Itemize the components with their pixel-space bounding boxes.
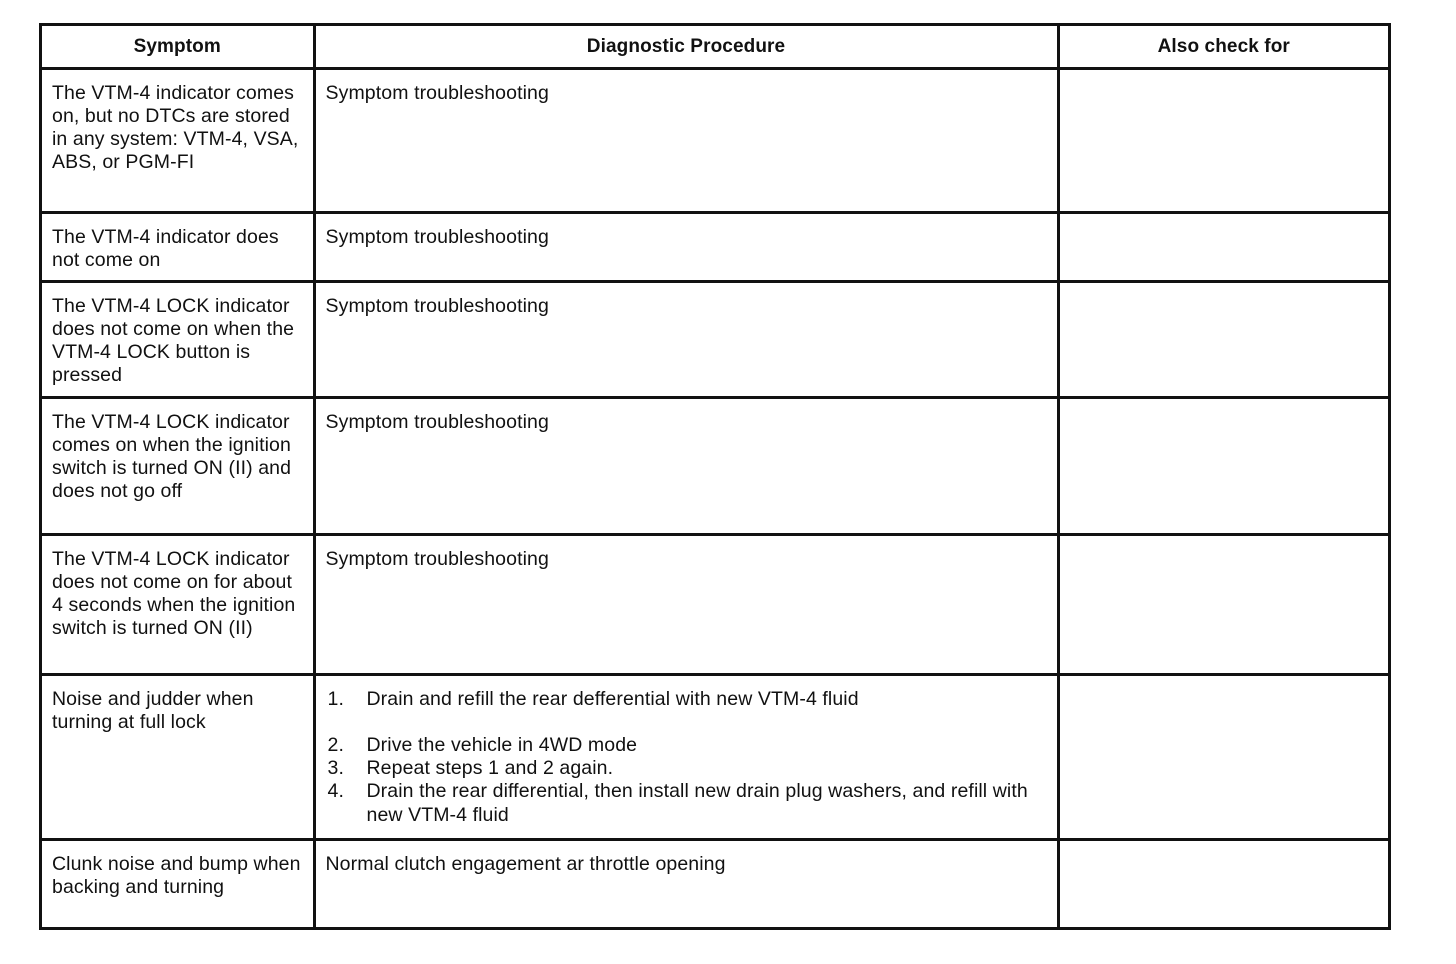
also-check-cell [1058, 68, 1388, 212]
step-text: Repeat steps 1 and 2 again. [366, 757, 614, 780]
procedure-cell: Symptom troubleshooting [314, 534, 1058, 674]
symptom-cell: The VTM-4 LOCK indicator does not come on when the VTM-4 LOCK button is pressed [42, 281, 314, 397]
table-row [42, 212, 1388, 281]
table-row [42, 839, 1388, 927]
table-row [42, 397, 1388, 534]
troubleshooting-table-frame [39, 23, 1391, 930]
also-check-cell [1058, 212, 1388, 281]
header-diagnostic-procedure: Diagnostic Procedure [314, 26, 1058, 68]
procedure-step [326, 734, 1047, 757]
troubleshooting-table [42, 26, 1388, 927]
step-text: Drive the vehicle in 4WD mode [366, 733, 638, 756]
table-row [42, 68, 1388, 212]
procedure-cell: Symptom troubleshooting [314, 281, 1058, 397]
step-number: 3. [327, 757, 344, 780]
symptom-cell: Noise and judder when turning at full lock [42, 674, 314, 839]
symptom-cell: The VTM-4 indicator comes on, but no DTCs are stored in any system: VTM-4, VSA, ABS, or PGM-FI [42, 68, 314, 212]
procedure-step [326, 688, 1047, 711]
procedure-step [326, 757, 1047, 780]
procedure-cell [314, 674, 1058, 839]
header-symptom: Symptom [42, 26, 314, 68]
symptom-cell: The VTM-4 indicator does not come on [42, 212, 314, 281]
procedure-steps [326, 688, 1047, 827]
step-text: Drain and refill the rear defferential with new VTM-4 fluid [366, 687, 859, 710]
symptom-cell: The VTM-4 LOCK indicator comes on when the ignition switch is turned ON (II) and does not go off [42, 397, 314, 534]
step-number: 2. [327, 733, 344, 756]
header-row [42, 26, 1388, 68]
step-text: Drain the rear differential, then install new drain plug washers, and refill with new VTM-4 fluid [366, 780, 1028, 826]
symptom-cell: Clunk noise and bump when backing and turning [42, 839, 314, 927]
table-row [42, 534, 1388, 674]
step-number: 1. [327, 687, 344, 710]
procedure-step [326, 780, 1047, 827]
also-check-cell [1058, 534, 1388, 674]
table-row [42, 281, 1388, 397]
also-check-cell [1058, 281, 1388, 397]
procedure-cell: Symptom troubleshooting [314, 212, 1058, 281]
procedure-cell: Symptom troubleshooting [314, 68, 1058, 212]
table-row [42, 674, 1388, 839]
header-also-check-for: Also check for [1058, 26, 1388, 68]
also-check-cell [1058, 397, 1388, 534]
symptom-cell: The VTM-4 LOCK indicator does not come on for about 4 seconds when the ignition switch is turned ON (II) [42, 534, 314, 674]
procedure-cell: Symptom troubleshooting [314, 397, 1058, 534]
procedure-cell: Normal clutch engagement ar throttle opening [314, 839, 1058, 927]
step-number: 4. [327, 780, 344, 803]
also-check-cell [1058, 839, 1388, 927]
also-check-cell [1058, 674, 1388, 839]
